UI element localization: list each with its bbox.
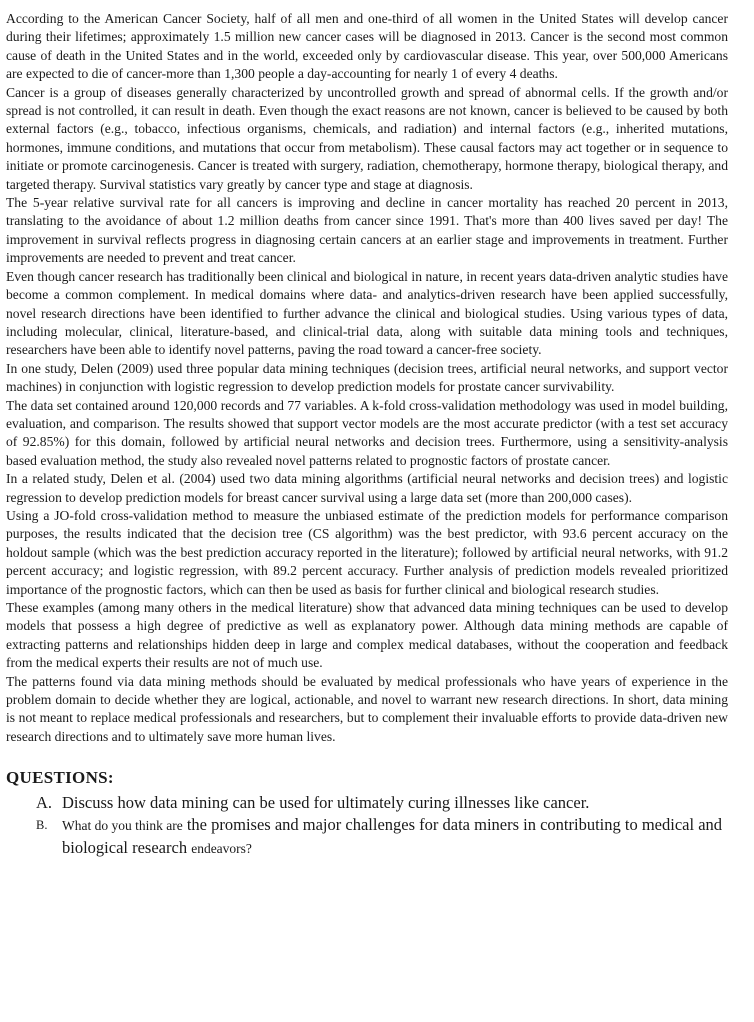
question-b-marker: B. [36, 818, 48, 833]
paragraph-cancer-definition: Cancer is a group of diseases generally characterized by uncontrolled growth and spread of abnormal cells. If the growth and/or spread is not controlled, it can result in death. Even though the exact reasons are not known, cancer is believed to be caused by both external factors (e.g., tobacco, infectious organisms, chemicals, and radiation) and internal factors (e.g., inherited mutations, hormones, immune conditions, and mutations that occur from metabolism). These causal factors may act together or in sequence to initiate or promote carcinogenesis. Cancer is treated with surgery, radiation, chemotherapy, hormone therapy, biological therapy, and targeted therapy. Survival statistics vary greatly by cancer type and stage at diagnosis. [6, 84, 728, 192]
paragraph-cancer-statistics: According to the American Cancer Society, half of all men and one-third of all women in the United States will develop cancer during their lifetimes; approximately 1.5 million new cancer cases will be diagnosed in 2013. Cancer is the second most common cause of death in the United States and in the world, exceeded only by cardiovascular disease. This year, over 500,000 Americans are expected to die of cancer-more than 1,300 people a day-accounting for nearly 1 of every 4 deaths. [6, 11, 728, 82]
paragraph-examples: These examples (among many others in the medical literature) show that advanced data mining techniques can be used to develop models that possess a high degree of predictive as well as explanatory power. Although data mining methods are capable of extracting patterns and relationships hidden deep in large and complex medical databases, without the cooperation and feedback from the medical experts their results are not of much use. [6, 600, 728, 671]
questions-section [6, 768, 728, 860]
paragraph-data-driven-research: Even though cancer research has traditionally been clinical and biological in nature, in recent years data-driven analytic studies have become a common complement. In medical domains where data- and analytics-driven research have been applied successfully, novel research directions have been identified to further advance the clinical and biological studies. Using various types of data, including molecular, clinical, literature-based, and clinical-trial data, along with suitable data mining tools and techniques, researchers have been able to identify novel patterns, paving the road toward a cancer-free society. [6, 268, 728, 358]
paragraph-data-set: The data set contained around 120,000 records and 77 variables. A k-fold cross-validation methodology was used in model building, evaluation, and comparison. The results showed that support vector models are the most accurate predictor (with a test set accuracy of 92.85%) for this domain, followed by artificial neural networks and decision trees. Furthermore, using a sensitivity-analysis based evaluation method, the study also revealed novel patterns related to prognostic factors of prostate cancer. [6, 397, 728, 468]
question-b-part3: endeavors? [191, 841, 252, 857]
case-study-body [6, 10, 728, 746]
question-b-part2: the promises and major challenges for data miners in contributing to medical and biological research [62, 815, 723, 858]
question-b-text [62, 814, 728, 860]
question-b [36, 814, 728, 860]
paragraph-patterns: The patterns found via data mining methods should be evaluated by medical professionals who have years of experience in the problem domain to decide whether they are logical, actionable, and novel to warrant new research directions. In short, data mining is not meant to replace medical professionals and researchers, but to complement their invaluable efforts to provide data-driven new research directions and to ultimately save more human lives. [6, 673, 728, 744]
question-b-part1: What do you think are [62, 818, 183, 834]
paragraph-cross-validation: Using a JO-fold cross-validation method to measure the unbiased estimate of the prediction models for performance comparison purposes, the results indicated that the decision tree (CS algorithm) was the best predictor, with 93.6 percent accuracy on the holdout sample (which was the best prediction accuracy reported in the literature); followed by artificial neural networks, with 91.2 percent accuracy; and logistic regression, with 89.2 percent accuracy. Further analysis of prediction models revealed prioritized importance of the prognostic factors, which can then be used as basis for further clinical and biological research studies. [6, 507, 728, 597]
question-a [36, 792, 728, 814]
paragraph-delen-2004: In a related study, Delen et al. (2004) used two data mining algorithms (artificial neural networks and decision trees) and logistic regression to develop prediction models for breast cancer survival using a large data set (more than 200,000 cases). [6, 471, 728, 505]
paragraph-delen-2009: In one study, Delen (2009) used three popular data mining techniques (decision trees, artificial neural networks, and support vector machines) in conjunction with logistic regression to develop prediction models for prostate cancer survivability. [6, 360, 728, 395]
paragraph-survival-rate: The 5-year relative survival rate for all cancers is improving and decline in cancer mortality has reached 20 percent in 2013, translating to the avoidance of about 1.2 million deaths from cancer since 1991. That's more than 400 lives saved per day! The improvement in survival reflects progress in diagnosing certain cancers at an earlier stage and improvements in treatment. Further improvements are needed to prevent and treat cancer. [6, 195, 728, 266]
question-a-marker: A. [36, 793, 53, 813]
question-a-text: Discuss how data mining can be used for ultimately curing illnesses like cancer. [62, 793, 590, 813]
questions-heading: QUESTIONS: [6, 768, 114, 788]
